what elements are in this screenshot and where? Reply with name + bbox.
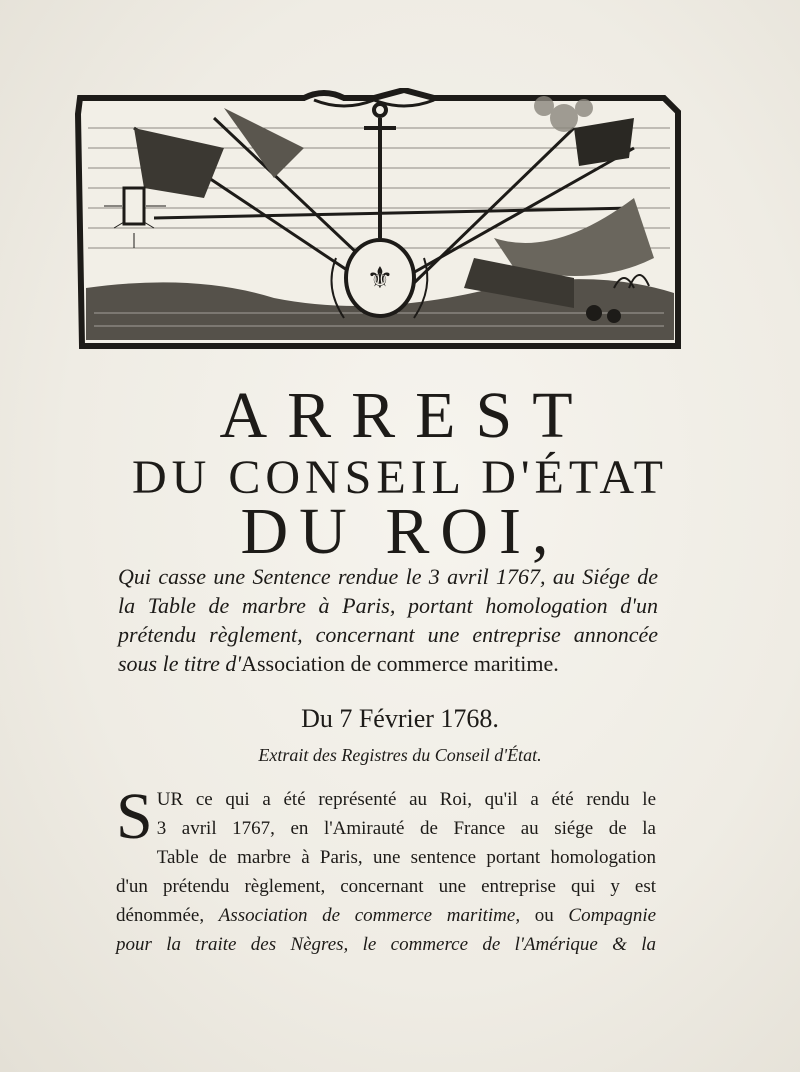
body-line-6: pour la traite des Nègres, le commerce de l'Amérique & la bbox=[116, 934, 656, 955]
body-line-5 bbox=[116, 901, 656, 930]
subtitle-roman: Association de commerce maritime. bbox=[241, 651, 559, 676]
body-line-2: 3 avril 1767, en l'Amirauté de France au siége de la bbox=[156, 818, 656, 839]
subtitle bbox=[118, 562, 658, 678]
date-line: Du 7 Février 1768. bbox=[301, 704, 499, 733]
subtitle-italic: Qui casse une Sentence rendue le 3 avril 1767, au Siége de la Table de marbre à Paris, portant homologation d'un prétendu règlement, concernant une entreprise annoncée sous le titre d' bbox=[118, 564, 658, 676]
title-roi: DU ROI, bbox=[240, 495, 560, 568]
svg-text:⚜: ⚜ bbox=[366, 261, 394, 296]
body-line-3: Table de marbre à Paris, une sentence portant homologation bbox=[156, 847, 656, 868]
body-line-5-a: dénommée, bbox=[116, 905, 205, 926]
body-line-1: UR ce qui a été représenté au Roi, qu'il a été rendu le bbox=[156, 789, 656, 810]
body-line-5-b: Association de commerce maritime, bbox=[218, 905, 521, 926]
extract-line: Extrait des Registres du Conseil d'État. bbox=[258, 745, 542, 765]
body-line-4: d'un prétendu règlement, concernant une entreprise qui y est bbox=[116, 876, 656, 897]
body-line-5-d: Compagnie bbox=[568, 905, 657, 926]
maritime-trophy-vignette bbox=[74, 88, 686, 354]
body-paragraph bbox=[116, 780, 657, 959]
title-arrest: ARREST bbox=[219, 379, 593, 452]
drop-cap: S bbox=[116, 780, 153, 853]
fleur-de-lis-shield-icon bbox=[346, 240, 414, 316]
body-line-5-c: ou bbox=[534, 905, 554, 926]
title-conseil: DU CONSEIL D'ÉTAT bbox=[132, 451, 668, 504]
